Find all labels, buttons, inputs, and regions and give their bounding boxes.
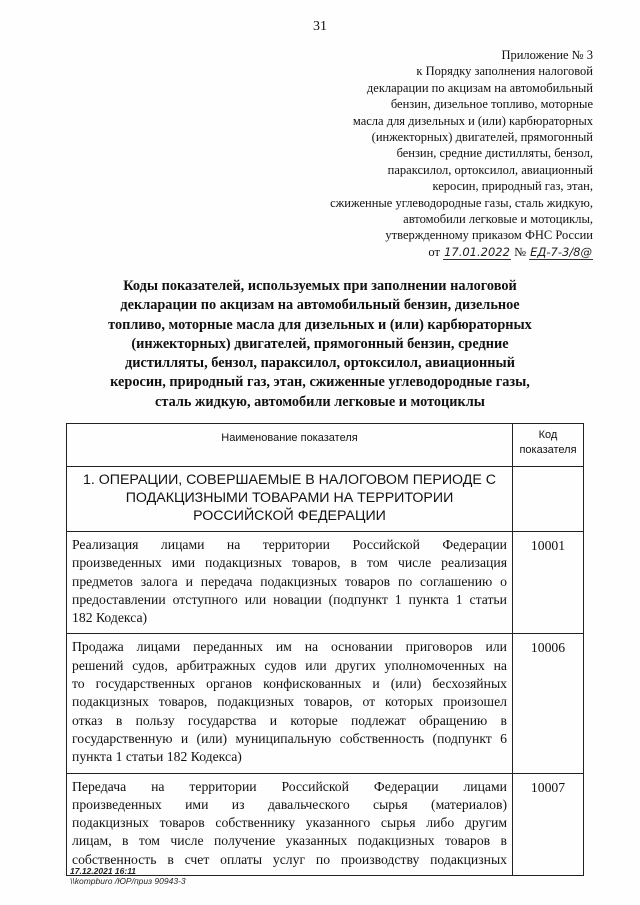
description-line: произведенных ими из давальческого сырья (материалов) — [72, 796, 507, 812]
description-line: государственную и (или) муниципальную собственность (подпункт 6 — [72, 730, 507, 746]
appendix-line: утвержденному приказом ФНС России — [385, 228, 593, 243]
section-title — [67, 467, 513, 532]
description-line: предметов залога и передача подакцизных товаров по соглашению о — [72, 573, 507, 589]
page-number: 31 — [313, 19, 327, 34]
footer-file-path: \\kompburo /ЮР/приз 90943-3 — [70, 875, 186, 886]
appendix-line: декларации по акцизам на автомобильный — [366, 80, 593, 95]
column-header-code — [513, 424, 584, 467]
description-line: Передача на территории Российской Федерации лицами — [72, 778, 507, 794]
appendix-line: Приложение № 3 — [501, 48, 593, 62]
order-number-label: № — [514, 244, 526, 259]
appendix-line: параксилол, ортоксилол, авиационный — [387, 162, 593, 177]
description-line: Продажа лицами переданных им на основании приговоров или — [72, 639, 507, 655]
column-header-name: Наименование показателя — [67, 424, 513, 467]
order-date-handwritten: 17.01.2022 — [444, 244, 510, 259]
heading-line: керосин, природный газ, этан, сжиженные углеводородные газы, — [110, 374, 530, 391]
appendix-line: к Порядку заполнения налоговой — [416, 64, 593, 79]
appendix-line: масла для дизельных и (или) карбюраторных — [352, 113, 593, 128]
heading-line: дистилляты, бензол, параксилол, ортоксилол, авиационный — [125, 355, 515, 372]
appendix-line: (инжекторных) двигателей, прямогонный — [371, 130, 593, 145]
document-heading — [70, 277, 570, 412]
description-line: предоставлении отступного или новации (подпункт 1 пункта 1 статьи — [72, 591, 507, 607]
heading-line: (инжекторных) двигателей, прямогонный бензин, средние — [131, 335, 509, 352]
heading-line: Коды показателей, используемых при заполнении налоговой — [123, 278, 517, 294]
section-code-cell — [513, 467, 584, 532]
section-title-line: 1. ОПЕРАЦИИ, СОВЕРШАЕМЫЕ В НАЛОГОВОМ ПЕРИОДЕ С — [82, 472, 497, 488]
indicator-description — [67, 773, 513, 875]
description-line: отказ в пользу государства и которые подлежат обращению в — [72, 712, 507, 728]
order-signature-line — [263, 244, 593, 260]
column-header-code-line: Код — [538, 429, 558, 441]
indicator-codes-table — [66, 423, 584, 876]
section-title-line: РОССИЙСКОЙ ФЕДЕРАЦИИ — [193, 508, 386, 524]
description-line: собственность в счет оплаты услуг по производству подакцизных — [72, 851, 507, 867]
footer-timestamp: 17.12.2021 16:11 — [70, 866, 137, 876]
heading-line: декларации по акцизам на автомобильный бензин, дизельное — [120, 297, 520, 314]
description-line: произведенных ими подакцизных товаров, в том числе реализация — [72, 555, 507, 571]
description-line: подакцизных товаров, подакцизных товаров, от которых произошел — [72, 694, 507, 710]
column-header-code-line: показателя — [519, 444, 577, 456]
description-line: 182 Кодекса) — [72, 610, 148, 626]
appendix-block — [263, 47, 593, 260]
heading-line: топливо, моторные масла для дизельных и (или) карбюраторных — [108, 316, 532, 333]
appendix-line: сжиженные углеводородные газы, сталь жидкую, — [330, 195, 593, 210]
appendix-line: автомобили легковые и мотоциклы, — [403, 212, 593, 227]
description-line: то государственных органов конфискованных и (или) бесхозяйных — [72, 676, 507, 692]
section-row — [67, 467, 584, 532]
heading-line: сталь жидкую, автомобили легковые и мотоциклы — [155, 393, 485, 410]
indicator-description — [67, 532, 513, 634]
appendix-line: бензин, дизельное топливо, моторные — [390, 97, 593, 112]
table-row — [67, 634, 584, 773]
table-row — [67, 773, 584, 875]
print-footer — [70, 867, 186, 886]
indicator-code: 10001 — [513, 532, 584, 634]
indicator-description — [67, 634, 513, 773]
table-row — [67, 532, 584, 634]
description-line: решений судов, арбитражных судов или других уполномоченных на — [72, 657, 507, 673]
description-line: подакцизных товаров собственнику указанного сырья либо другим — [72, 815, 507, 831]
description-line: пункта 1 статьи 182 Кодекса) — [72, 749, 242, 765]
table-header-row — [67, 424, 584, 467]
appendix-line: керосин, природный газ, этан, — [432, 179, 593, 194]
description-line: Реализация лицами на территории Российской Федерации — [72, 537, 507, 552]
indicator-code: 10006 — [513, 634, 584, 773]
order-date-prefix: от — [428, 244, 440, 259]
indicator-code: 10007 — [513, 773, 584, 875]
section-title-line: ПОДАКЦИЗНЫМИ ТОВАРАМИ НА ТЕРРИТОРИИ — [125, 490, 454, 506]
order-number-handwritten: ЕД-7-3/8@ — [530, 244, 592, 259]
description-line: лицам, в том числе получение указанных подакцизных товаров в — [72, 833, 507, 849]
appendix-line: бензин, средние дистилляты, бензол, — [396, 146, 593, 161]
